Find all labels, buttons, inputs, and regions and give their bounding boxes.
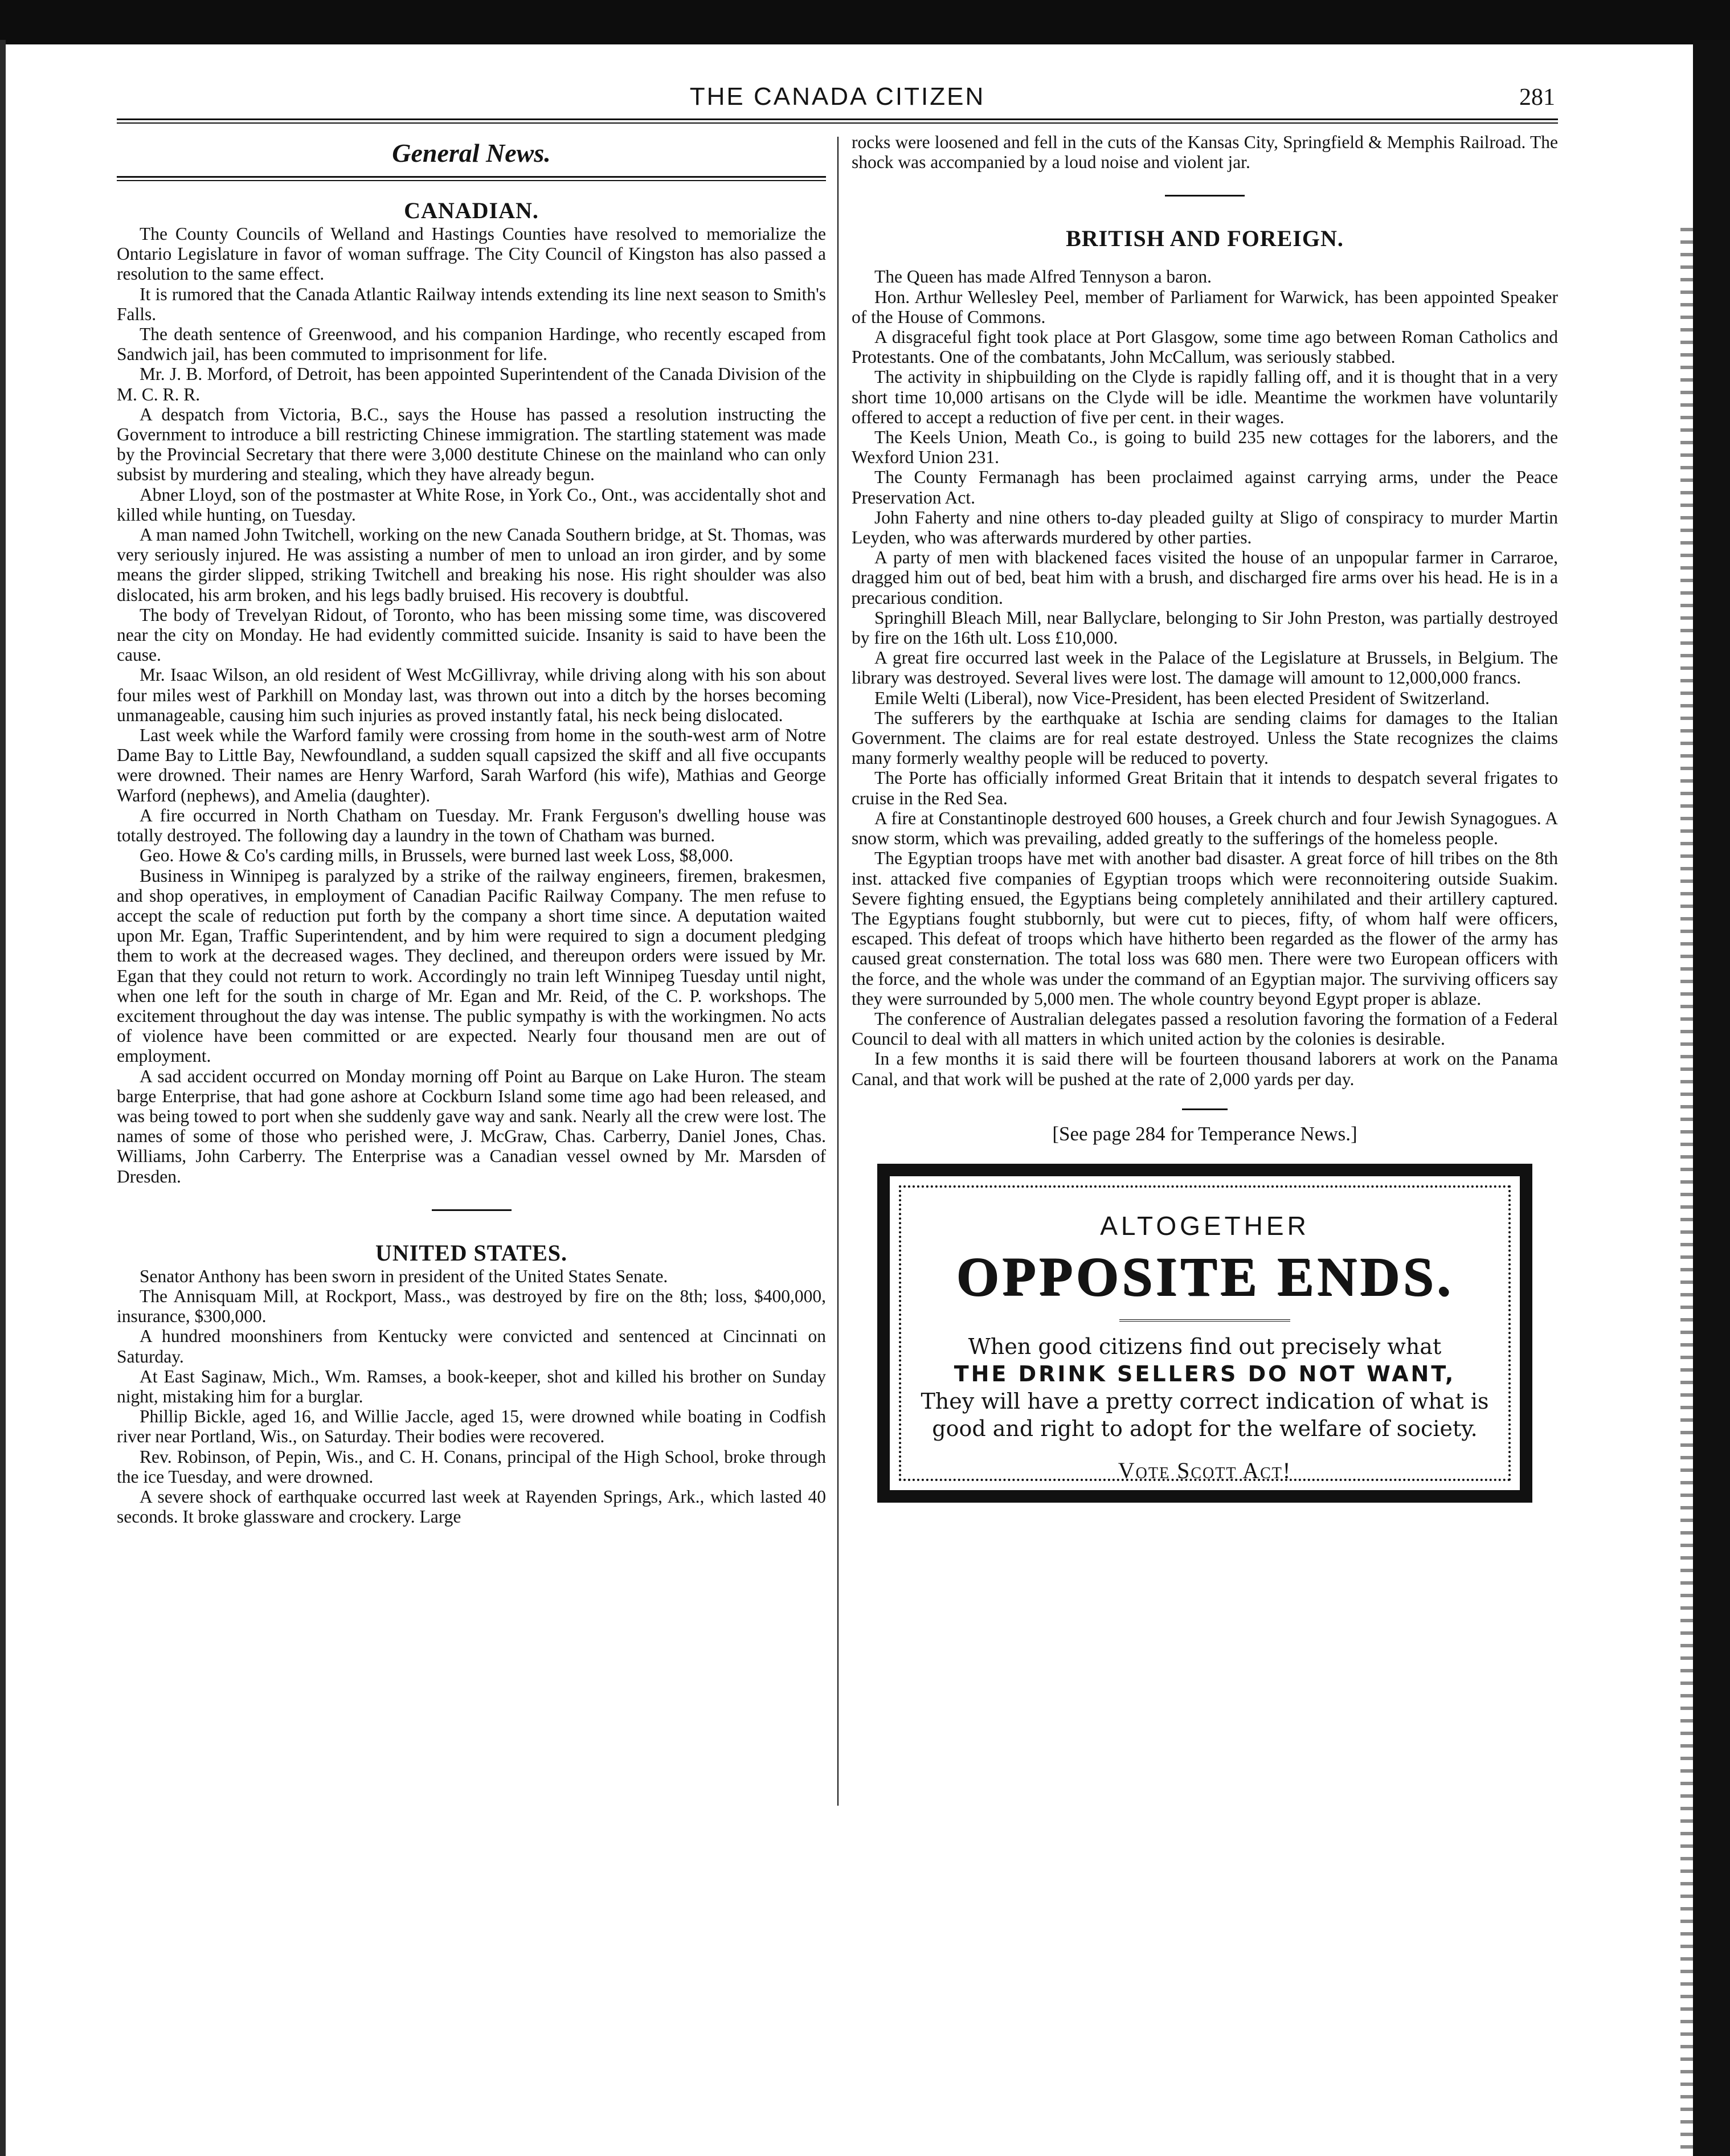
news-item: A fire at Constantinople destroyed 600 houses, a Greek church and four Jewish Synagogues. A snow storm, which was prevailing, added greatly to the sufferings of the homeless people.	[852, 808, 1558, 849]
news-item: A party of men with blackened faces visited the house of an unpopular farmer in Carraroe, dragged him out of bed, beat him with a brush, and discharged fire arms over his head. He is in a precarious condition.	[852, 547, 1558, 608]
news-item: A despatch from Victoria, B.C., says the House has passed a resolution instructing the Government to introduce a bill restricting Chinese immigration. The startling statement was made by the Provincial Secretary that there were 3,000 destitute Chinese on the mainland who can only subsist by murdering and stealing, which they have already begun.	[117, 404, 826, 485]
news-item: Hon. Arthur Wellesley Peel, member of Parliament for Warwick, has been appointed Speaker of the House of Commons.	[852, 287, 1558, 327]
news-item: The Porte has officially informed Great Britain that it intends to despatch several frigates to cruise in the Red Sea.	[852, 768, 1558, 808]
news-item: The conference of Australian delegates passed a resolution favoring the formation of a Federal Council to deal with all matters in which united action by the colonies is desirable.	[852, 1008, 1558, 1049]
right-column	[852, 132, 1558, 1503]
news-item: The death sentence of Greenwood, and his companion Hardinge, who recently escaped from Sandwich jail, has been commuted to imprisonment for life.	[117, 324, 826, 365]
news-item: Mr. Isaac Wilson, an old resident of West McGillivray, while driving along with his son about four miles west of Parkhill on Monday last, was thrown out into a ditch by the horses becoming unmanageable, causing him such injuries as proved instantly fatal, his neck being dislocated.	[117, 665, 826, 725]
news-item: A hundred moonshiners from Kentucky were convicted and sentenced at Cincinnati on Saturday.	[117, 1326, 826, 1367]
scan-binding-shadow	[1680, 228, 1693, 2156]
scan-left-edge	[0, 40, 6, 2156]
news-item: At East Saginaw, Mich., Wm. Ramses, a book-keeper, shot and killed his brother on Sunday night, mistaking him for a burglar.	[117, 1366, 826, 1406]
news-item: A disgraceful fight took place at Port Glasgow, some time ago between Roman Catholics and Protestants. One of the combatants, John McCallum, was seriously stabbed.	[852, 327, 1558, 367]
news-item: A fire occurred in North Chatham on Tuesday. Mr. Frank Ferguson's dwelling house was totally destroyed. The following day a laundry in the town of Chatham was burned.	[117, 805, 826, 846]
page-number: 281	[1519, 84, 1555, 111]
advertisement-box	[877, 1164, 1532, 1503]
section-rule	[117, 176, 826, 181]
news-item: The body of Trevelyan Ridout, of Toronto, who has been missing some time, was discovered near the city on Monday. He had evidently committed suicide. Insanity is said to have been the cause.	[117, 604, 826, 665]
news-item: The Annisquam Mill, at Rockport, Mass., was destroyed by fire on the 8th; loss, $400,000, insurance, $300,000.	[117, 1286, 826, 1327]
ad-headline: OPPOSITE ENDS.	[956, 1245, 1454, 1307]
left-column	[117, 132, 826, 1527]
news-item: Rev. Robinson, of Pepin, Wis., and C. H. Conans, principal of the High School, broke through the ice Tuesday, and were drowned.	[117, 1446, 826, 1487]
news-item: The sufferers by the earthquake at Ischia are sending claims for damages to the Italian Government. The claims are for real estate destroyed. Unless the State recognizes the claims many formerly wealthy people will be reduced to poverty.	[852, 707, 1558, 768]
news-item: Abner Lloyd, son of the postmaster at White Rose, in York Co., Ont., was accidentally shot and killed while hunting, on Tuesday.	[117, 484, 826, 525]
news-item: Last week while the Warford family were crossing from home in the south-west arm of Notre Dame Bay to Little Bay, Newfoundland, a sudden squall capsized the skiff and all five occupants were drowned. Their names are Henry Warford, Sarah Warford (his wife), Mathias and George Warford (nephews), and Amelia (daughter).	[117, 725, 826, 805]
section-title: General News.	[392, 138, 551, 167]
news-item: A man named John Twitchell, working on the new Canada Southern bridge, at St. Thomas, was very seriously injured. He was assisting a number of men to unload an iron girder, and by some means the girder slipped, striking Twitchell and breaking his nose. His right shoulder was also dislocated, his arm broken, and his legs badly bruised. His recovery is doubtful.	[117, 525, 826, 605]
news-item: Business in Winnipeg is paralyzed by a strike of the railway engineers, firemen, brakesmen, and shop operatives, in employment of Canadian Pacific Railway Company. The men refuse to accept the scale of reduction put forth by the company a short time since. A deputation waited upon Mr. Egan, Traffic Superintendent, and by him were required to sign a document pledging them to work at the decreased wages. They declined, and thereupon orders were issued by Mr. Egan that they could not return to work. Accordingly no train left Winnipeg Tuesday until night, when one left for the south in charge of Mr. Egan and Mr. Reid, of the C. P. workshops. The excitement throughout the day was intense. The public sympathy is with the workingmen. No acts of violence have been committed or are expected. Nearly four thousand men are out of employment.	[117, 865, 826, 1066]
news-item: The County Fermanagh has been proclaimed against carrying arms, under the Peace Preservation Act.	[852, 467, 1558, 508]
news-item: Emile Welti (Liberal), now Vice-President, has been elected President of Switzerland.	[874, 688, 1490, 708]
news-item: In a few months it is said there will be fourteen thousand laborers at work on the Panama Canal, and that work will be pushed at the rate of 2,000 yards per day.	[852, 1049, 1558, 1089]
header-rule	[117, 118, 1558, 124]
scan-right-edge	[1693, 40, 1730, 2156]
news-item: The Egyptian troops have met with another bad disaster. A great force of hill tribes on the 8th inst. attacked five companies of Egyptian troops which were reconnoitering outside Suakim. Severe fighting ensued, the Egyptians being completely annihilated and their artillery captured. The Egyptians fought stubbornly, but were cut to pieces, fifty, of whom half were officers, escaped. This defeat of troops which have hitherto been regarded as the flower of the army has caused great consternation. The total loss was 680 men. There were two European officers with the force, and the whole was under the command of an Egyptian major. The surviving officers say they were surrounded by 5,000 men. The whole country beyond Egypt proper is ablaze.	[852, 848, 1558, 1009]
news-item: A sad accident occurred on Monday morning off Point au Barque on Lake Huron. The steam barge Enterprise, that had gone ashore at Cockburn Island some time ago had been released, and was being towed to port when she suddenly gave way and sank. Nearly all the crew were lost. The names of some of those who perished were, J. McGraw, Chas. Carberry, Daniel Jones, Chas. Williams, John Carberry. The Enterprise was a Canadian vessel owned by Mr. Marsden of Dresden.	[117, 1066, 826, 1187]
news-item: The activity in shipbuilding on the Clyde is rapidly falling off, and it is thought that in a very short time 10,000 artisans on the Clyde will be idle. Meantime the workmen have voluntarily offered to accept a reduction of five per cent. in their wages.	[852, 367, 1558, 427]
british-foreign-heading: BRITISH AND FOREIGN.	[1066, 226, 1344, 252]
column-divider	[837, 137, 839, 1806]
canadian-news	[117, 224, 826, 1187]
news-item: The Keels Union, Meath Co., is going to build 235 new cottages for the laborers, and the Wexford Union 231.	[852, 427, 1558, 468]
news-item: The County Councils of Welland and Hastings Counties have resolved to memorialize the Ontario Legislature in favor of woman suffrage. The City Council of Kingston has also passed a resolution to the same effect.	[117, 224, 826, 284]
news-item: Mr. J. B. Morford, of Detroit, has been appointed Superintendent of the Canada Division of the M. C. R. R.	[117, 364, 826, 404]
news-item: A great fire occurred last week in the Palace of the Legislature at Brussels, in Belgium. The library was destroyed. Several lives were lost. The damage will amount to 12,000,000 francs.	[852, 648, 1558, 688]
note-divider	[1182, 1108, 1228, 1110]
news-item: John Faherty and nine others to-day pleaded guilty at Sligo of conspiracy to murder Martin Leyden, who was afterwards murdered by other parties.	[852, 507, 1558, 548]
ad-body-after: They will have a pretty correct indication of what is good and right to adopt for the welfare of society.	[921, 1388, 1489, 1441]
ad-body	[901, 1333, 1508, 1442]
british-foreign-news	[852, 267, 1558, 1089]
scan-top-edge	[0, 0, 1730, 44]
ad-flourish	[1119, 1319, 1290, 1322]
journal-title: THE CANADA CITIZEN	[689, 83, 985, 111]
canadian-heading: CANADIAN.	[404, 198, 539, 223]
ad-slogan: Vote Scott Act!	[1118, 1457, 1292, 1483]
united-states-news	[117, 1266, 826, 1527]
advertisement-border	[899, 1185, 1511, 1481]
news-item: Phillip Bickle, aged 16, and Willie Jaccle, aged 15, were drowned while boating in Codfish river near Portland, Wis., on Saturday. Their bodies were recovered.	[117, 1406, 826, 1447]
ad-body-before: When good citizens find out precisely what	[968, 1333, 1442, 1359]
ad-overline: ALTOGETHER	[1100, 1210, 1310, 1241]
continued-news-item: rocks were loosened and fell in the cuts of the Kansas City, Springfield & Memphis Railroad. The shock was accompanied by a loud noise and violent jar.	[852, 132, 1558, 173]
section-divider	[432, 1209, 512, 1211]
news-item: Springhill Bleach Mill, near Ballyclare, belonging to Sir John Preston, was partially destroyed by fire on the 16th ult. Loss £10,000.	[852, 607, 1558, 648]
news-item: A severe shock of earthquake occurred last week at Rayenden Springs, Ark., which lasted 40 seconds. It broke glassware and crockery. Large	[117, 1486, 826, 1527]
temperance-note: [See page 284 for Temperance News.]	[1052, 1122, 1357, 1145]
news-item: Geo. Howe & Co's carding mills, in Brussels, were burned last week Loss, $8,000.	[140, 845, 734, 866]
section-divider	[1165, 195, 1245, 197]
united-states-heading: UNITED STATES.	[375, 1239, 568, 1266]
news-item: The Queen has made Alfred Tennyson a baron.	[874, 267, 1212, 287]
news-item: It is rumored that the Canada Atlantic Railway intends extending its line next season to Smith's Falls.	[117, 284, 826, 324]
ad-body-caps: THE DRINK SELLERS DO NOT WANT,	[954, 1361, 1456, 1386]
running-head	[120, 83, 1555, 117]
news-item: Senator Anthony has been sworn in president of the United States Senate.	[140, 1266, 668, 1286]
